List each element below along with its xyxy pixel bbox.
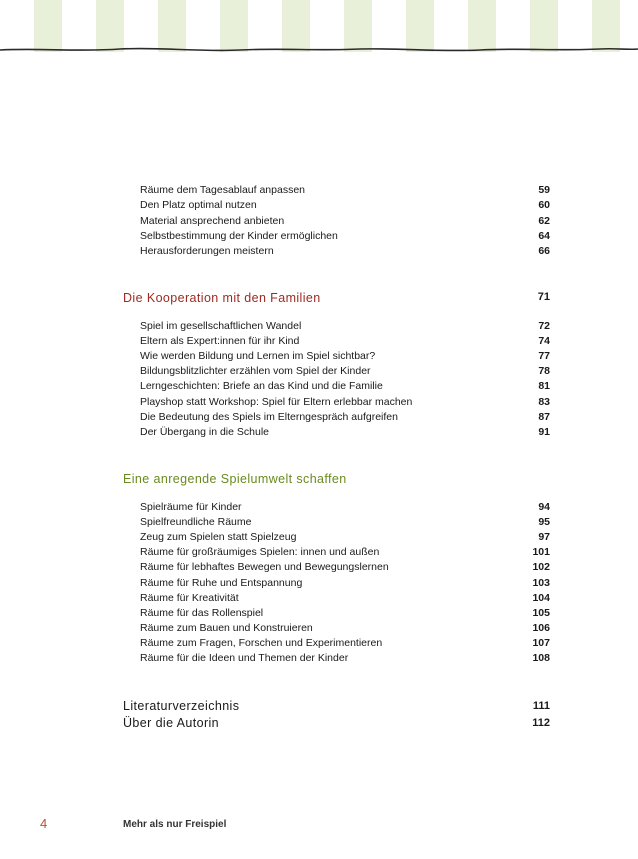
toc-entry-page: 72 xyxy=(538,320,550,332)
toc-entry-title[interactable]: Räume für Kreativität xyxy=(140,592,239,604)
toc-entry-page: 59 xyxy=(538,184,550,196)
toc-entry-title[interactable]: Räume zum Bauen und Konstruieren xyxy=(140,622,313,634)
section-page-literaturverzeichnis: 111 xyxy=(532,700,550,712)
toc-entry-title[interactable]: Räume für großräumiges Spielen: innen und außen xyxy=(140,546,380,558)
section-page-kooperation: 71 xyxy=(537,291,550,303)
toc-entry-page: 64 xyxy=(538,230,550,242)
toc-entry-page: 78 xyxy=(538,365,550,377)
toc-entry-page: 97 xyxy=(538,531,550,543)
toc-entry-title[interactable]: Spiel im gesellschaftlichen Wandel xyxy=(140,320,302,332)
toc-entry-page: 106 xyxy=(532,622,550,634)
toc-entry-title[interactable]: Herausforderungen meistern xyxy=(140,245,274,257)
toc-entry-page: 94 xyxy=(538,501,550,513)
toc-entry-title[interactable]: Der Übergang in die Schule xyxy=(140,426,269,438)
section-title-spielumwelt[interactable]: Eine anregende Spielumwelt schaffen xyxy=(123,472,347,486)
footer-book-title: Mehr als nur Freispiel xyxy=(123,819,227,830)
toc-entry-title[interactable]: Räume zum Fragen, Forschen und Experimentieren xyxy=(140,637,383,649)
toc-entry-title[interactable]: Bildungsblitzlichter erzählen vom Spiel der Kinder xyxy=(140,365,371,377)
toc-entry-page: 107 xyxy=(532,637,550,649)
toc-entry-page: 87 xyxy=(538,411,550,423)
toc-entry-title[interactable]: Zeug zum Spielen statt Spielzeug xyxy=(140,531,297,543)
toc-entry-page: 91 xyxy=(538,426,550,438)
toc-entry-title[interactable]: Räume für die Ideen und Themen der Kinder xyxy=(140,652,349,664)
toc-entry-page: 60 xyxy=(538,199,550,211)
section-title-literaturverzeichnis[interactable]: Literaturverzeichnis xyxy=(123,699,240,713)
toc-entry-title[interactable]: Material ansprechend anbieten xyxy=(140,215,285,227)
toc-entry-title[interactable]: Playshop statt Workshop: Spiel für Eltern erlebbar machen xyxy=(140,396,413,408)
toc-entry-page: 95 xyxy=(538,516,550,528)
toc-entry-title[interactable]: Eltern als Expert:innen für ihr Kind xyxy=(140,335,300,347)
toc-entry-title[interactable]: Wie werden Bildung und Lernen im Spiel sichtbar? xyxy=(140,350,376,362)
toc-entry-page: 104 xyxy=(532,592,550,604)
hand-drawn-divider xyxy=(0,40,638,58)
toc-entry-title[interactable]: Spielfreundliche Räume xyxy=(140,516,252,528)
toc-entry-page: 74 xyxy=(538,335,550,347)
toc-entry-title[interactable]: Räume dem Tagesablauf anpassen xyxy=(140,184,306,196)
toc-entry-page: 83 xyxy=(538,396,550,408)
toc-entry-page: 108 xyxy=(532,652,550,664)
footer-page-number: 4 xyxy=(40,816,48,831)
toc-entry-title[interactable]: Selbstbestimmung der Kinder ermöglichen xyxy=(140,230,338,242)
toc-entry-title[interactable]: Den Platz optimal nutzen xyxy=(140,199,257,211)
section-page-autorin: 112 xyxy=(532,717,550,729)
toc-entry-page: 62 xyxy=(538,215,550,227)
section-title-kooperation[interactable]: Die Kooperation mit den Familien xyxy=(123,291,321,305)
toc-entry-page: 102 xyxy=(532,561,550,573)
section-title-autorin[interactable]: Über die Autorin xyxy=(123,716,220,730)
toc-entry-title[interactable]: Räume für Ruhe und Entspannung xyxy=(140,577,303,589)
toc-entry-title[interactable]: Lerngeschichten: Briefe an das Kind und die Familie xyxy=(140,380,383,392)
toc-entry-page: 81 xyxy=(538,380,550,392)
toc-entry-page: 66 xyxy=(538,245,550,257)
toc-entry-title[interactable]: Spielräume für Kinder xyxy=(140,501,242,513)
toc-entry-title[interactable]: Räume für lebhaftes Bewegen und Bewegungslernen xyxy=(140,561,389,573)
toc-entry-title[interactable]: Räume für das Rollenspiel xyxy=(140,607,264,619)
toc-entry-page: 103 xyxy=(532,577,550,589)
toc-entry-page: 101 xyxy=(532,546,550,558)
toc-entry-page: 77 xyxy=(538,350,550,362)
toc-entry-page: 105 xyxy=(532,607,550,619)
toc-entry-title[interactable]: Die Bedeutung des Spiels im Elterngespräch aufgreifen xyxy=(140,411,398,423)
